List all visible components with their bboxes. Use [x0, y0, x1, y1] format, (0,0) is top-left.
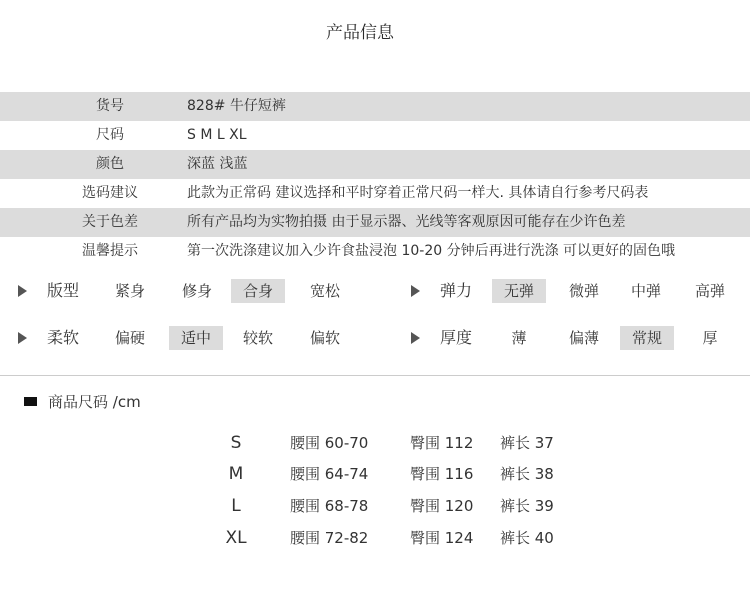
info-label: 温馨提示 — [82, 243, 138, 259]
fit-option: 紧身 — [114, 282, 145, 300]
hip-value: 臀围 112 — [410, 434, 474, 452]
info-row-color — [0, 150, 750, 179]
size-label: XL — [225, 528, 247, 548]
size-row — [0, 494, 750, 518]
hip-value: 臀围 116 — [410, 465, 474, 483]
fit-option: 宽松 — [309, 282, 340, 300]
play-arrow-icon — [411, 332, 420, 344]
play-arrow-icon — [18, 332, 27, 344]
waist-value: 腰围 72-82 — [290, 529, 369, 547]
info-value: S M L XL — [187, 127, 247, 143]
thickness-option-selected: 常规 — [620, 326, 674, 350]
waist-value: 腰围 68-78 — [290, 497, 369, 515]
size-row — [0, 526, 750, 550]
page-title: 产品信息 — [326, 23, 394, 43]
size-label: M — [228, 464, 244, 484]
info-value: 所有产品均为实物拍摄 由于显示器、光线等客观原因可能存在少许色差 — [187, 214, 626, 230]
length-value: 裤长 39 — [500, 497, 554, 515]
size-section-title: 商品尺码 /cm — [48, 393, 141, 411]
thickness-option: 偏薄 — [568, 329, 599, 347]
info-row-size-advice — [0, 179, 750, 208]
size-label: S — [230, 433, 242, 453]
info-value: 第一次洗涤建议加入少许食盐浸泡 10-20 分钟后再进行洗涤 可以更好的固色哦 — [187, 243, 676, 259]
info-row-item-number — [0, 92, 750, 121]
hip-value: 臀围 120 — [410, 497, 474, 515]
size-row — [0, 431, 750, 455]
attribute-name-elasticity: 弹力 — [440, 281, 473, 300]
hip-value: 臀围 124 — [410, 529, 474, 547]
play-arrow-icon — [18, 285, 27, 297]
softness-option: 偏硬 — [114, 329, 145, 347]
square-bullet-icon — [24, 397, 37, 406]
info-row-size — [0, 121, 750, 150]
waist-value: 腰围 64-74 — [290, 465, 369, 483]
softness-option: 较软 — [242, 329, 273, 347]
softness-option: 偏软 — [309, 329, 340, 347]
info-label: 货号 — [96, 98, 124, 114]
info-row-color-difference — [0, 208, 750, 237]
info-label: 颜色 — [96, 156, 124, 172]
info-value: 828# 牛仔短裤 — [187, 98, 286, 114]
length-value: 裤长 40 — [500, 529, 554, 547]
attribute-row-fit-elasticity — [0, 279, 750, 303]
info-row-tips — [0, 237, 750, 266]
length-value: 裤长 38 — [500, 465, 554, 483]
length-value: 裤长 37 — [500, 434, 554, 452]
elasticity-option: 微弹 — [568, 282, 599, 300]
fit-option: 修身 — [181, 282, 212, 300]
size-label: L — [231, 496, 241, 516]
attribute-name-softness: 柔软 — [47, 328, 80, 347]
attribute-row-softness-thickness — [0, 326, 750, 350]
thickness-option: 厚 — [702, 329, 718, 347]
play-arrow-icon — [411, 285, 420, 297]
size-row — [0, 462, 750, 486]
info-value: 此款为正常码 建议选择和平时穿着正常尺码一样大. 具体请自行参考尺码表 — [187, 185, 649, 201]
elasticity-option-selected: 无弹 — [492, 279, 546, 303]
info-label: 尺码 — [96, 127, 124, 143]
info-label: 关于色差 — [82, 214, 138, 230]
elasticity-option: 中弹 — [630, 282, 661, 300]
info-label: 选码建议 — [82, 185, 138, 201]
attribute-name-thickness: 厚度 — [440, 328, 473, 347]
softness-option-selected: 适中 — [169, 326, 223, 350]
section-divider — [0, 375, 750, 376]
elasticity-option: 高弹 — [694, 282, 725, 300]
attribute-name-fit: 版型 — [47, 281, 80, 300]
thickness-option: 薄 — [511, 329, 527, 347]
info-value: 深蓝 浅蓝 — [187, 156, 248, 172]
fit-option-selected: 合身 — [231, 279, 285, 303]
waist-value: 腰围 60-70 — [290, 434, 369, 452]
